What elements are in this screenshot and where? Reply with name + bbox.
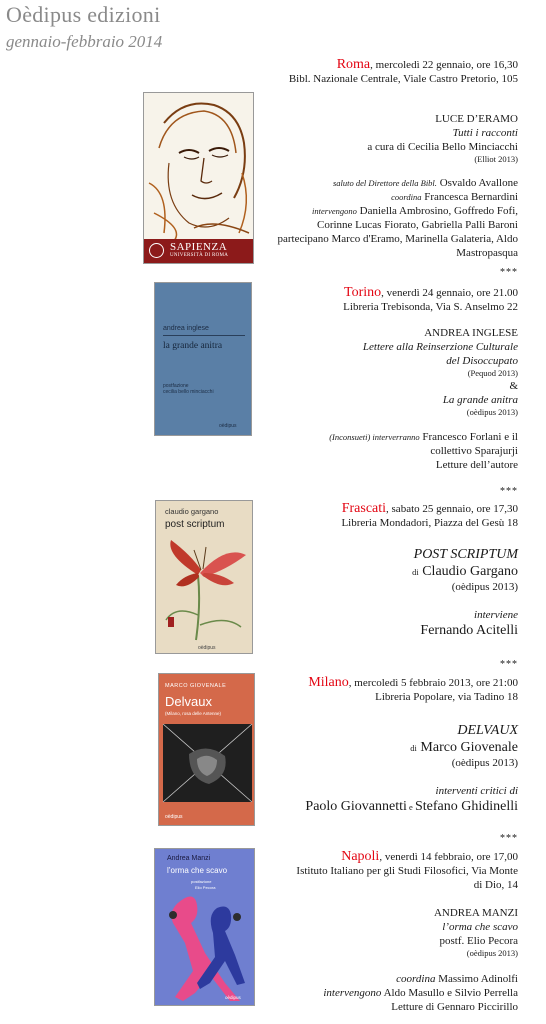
lily-illustration [156, 535, 253, 645]
event-napoli-speakers: coordina Massimo Adinolfi intervengono Aldo Masullo e Silvio Perrella Letture di Gennaro Piccirillo [323, 973, 518, 1013]
city-roma: Roma [336, 57, 371, 72]
event-frascati-header: Frascati, sabato 25 gennaio, ore 17,30 Libreria Mondadori, Piazza del Gesù 18 [341, 501, 518, 529]
figures-illustration [155, 893, 255, 1003]
separator-3: *** [500, 659, 518, 670]
cover-note-2: Elio Pecora [195, 885, 216, 890]
separator-4: *** [500, 833, 518, 844]
venue-roma: Bibl. Nazionale Centrale, Viale Castro Pretorio, 105 [288, 73, 518, 85]
cover-author: claudio gargano [165, 507, 219, 516]
separator-2: *** [500, 486, 518, 497]
event-frascati-speakers: interviene Fernando Acitelli [420, 609, 518, 638]
event-roma-header: Roma, mercoledì 22 gennaio, ore 16,30 Bibl. Nazionale Centrale, Viale Castro Pretorio, 105 [288, 57, 518, 85]
city-napoli: Napoli [341, 849, 380, 864]
venue-milano: Libreria Popolare, via Tadino 18 [375, 691, 518, 703]
event-torino-header: Torino, venerdì 24 gennaio, ore 21.00 Libreria Trebisonda, Via S. Anselmo 22 [343, 285, 518, 313]
cover-post-scriptum [155, 500, 253, 654]
event-roma-speakers: saluto del Direttore della Bibl. Osvaldo Avallone coordina Francesca Bernardini intervengono Daniella Ambrosino, Goffredo Fofi, Corinne Lucas Fiorato, Gabriella Palli Baroni partecipano Marco d'Eramo, Marinella Galateria, Aldo Mastropasqua [277, 177, 518, 259]
cover-author: andrea inglese [163, 325, 209, 332]
publisher-title: Oèdipus edizioni [6, 2, 161, 27]
book-editor: a cura di Cecilia Bello Minciacchi [367, 141, 518, 153]
cover-delvaux [158, 673, 255, 826]
venue-frascati: Libreria Mondadori, Piazza del Gesù 18 [341, 517, 518, 529]
book-author: LUCE D’ERAMO [435, 113, 518, 125]
city-torino: Torino [344, 285, 382, 300]
cover-luce-deramo [143, 92, 254, 264]
cover-lorma-che-scavo [154, 848, 255, 1006]
city-milano: Milano [308, 675, 349, 690]
sapienza-band [144, 239, 254, 263]
event-torino-speakers: (Inconsueti) interverranno Francesco Forlani e il collettivo Sparajurji Letture dell’autore [329, 431, 518, 471]
event-napoli-header: Napoli, venerdì 14 febbraio, ore 17,00 Istituto Italiano per gli Studi Filosofici, Via Monte di Dio, 14 [296, 849, 518, 891]
event-torino-book: ANDREA INGLESE Lettere alla Reinserzione Culturale del Disoccupato (Pequod 2013) & La grande anitra (oèdipus 2013) [362, 327, 518, 417]
cover-publisher: oèdipus [198, 645, 216, 651]
cover-note: postfazione [163, 383, 189, 389]
event-napoli-book: ANDREA MANZI l’orma che scavo postf. Elio Pecora (oèdipus 2013) [433, 907, 518, 958]
period-subtitle: gennaio-febbraio 2014 [6, 32, 163, 51]
city-frascati: Frascati [341, 501, 387, 516]
cover-title: post scriptum [165, 519, 225, 530]
book-publisher: (Elliot 2013) [474, 154, 518, 164]
cover-note: postfazione [191, 879, 212, 884]
venue-napoli: Istituto Italiano per gli Studi Filosofici, Via Monte [296, 865, 518, 877]
cover-title: la grande anitra [163, 341, 223, 351]
event-milano-header: Milano, mercoledì 5 febbraio 2013, ore 21:00 Libreria Popolare, via Tadino 18 [308, 675, 518, 703]
cover-rule [163, 335, 245, 336]
cover-note-2: cecilia bello minciacchi [163, 389, 214, 395]
cover-title: Delvaux [165, 694, 212, 709]
sapienza-seal-icon [149, 243, 164, 258]
crystal-photo-illustration [159, 724, 255, 804]
sapienza-brand-sub: UNIVERSITÀ DI ROMA [170, 253, 229, 258]
cover-la-grande-anitra [154, 282, 252, 436]
separator-1: *** [500, 267, 518, 278]
event-roma-book [367, 112, 518, 165]
cover-subtitle: (Milano, rosa delle Antenne) [165, 711, 222, 716]
cover-publisher: oèdipus [165, 814, 183, 820]
event-frascati-book: POST SCRIPTUM di Claudio Gargano (oèdipus 2013) [412, 547, 518, 593]
sapienza-brand: SAPIENZA [170, 241, 228, 253]
cover-publisher: oèdipus [225, 995, 241, 1000]
portrait-sketch-illustration [144, 93, 254, 243]
cover-publisher: oèdipus [219, 423, 237, 429]
event-milano-book: DELVAUX di Marco Giovenale (oèdipus 2013) [410, 723, 518, 769]
venue-torino: Libreria Trebisonda, Via S. Anselmo 22 [343, 301, 518, 313]
cover-title: l’orma che scavo [167, 866, 228, 875]
event-milano-speakers: interventi critici di Paolo Giovannetti e Stefano Ghidinelli [305, 785, 518, 814]
book-title: Tutti i racconti [452, 127, 518, 139]
cover-author: Andrea Manzi [167, 855, 211, 862]
cover-author: MARCO GIOVENALE [165, 683, 227, 689]
